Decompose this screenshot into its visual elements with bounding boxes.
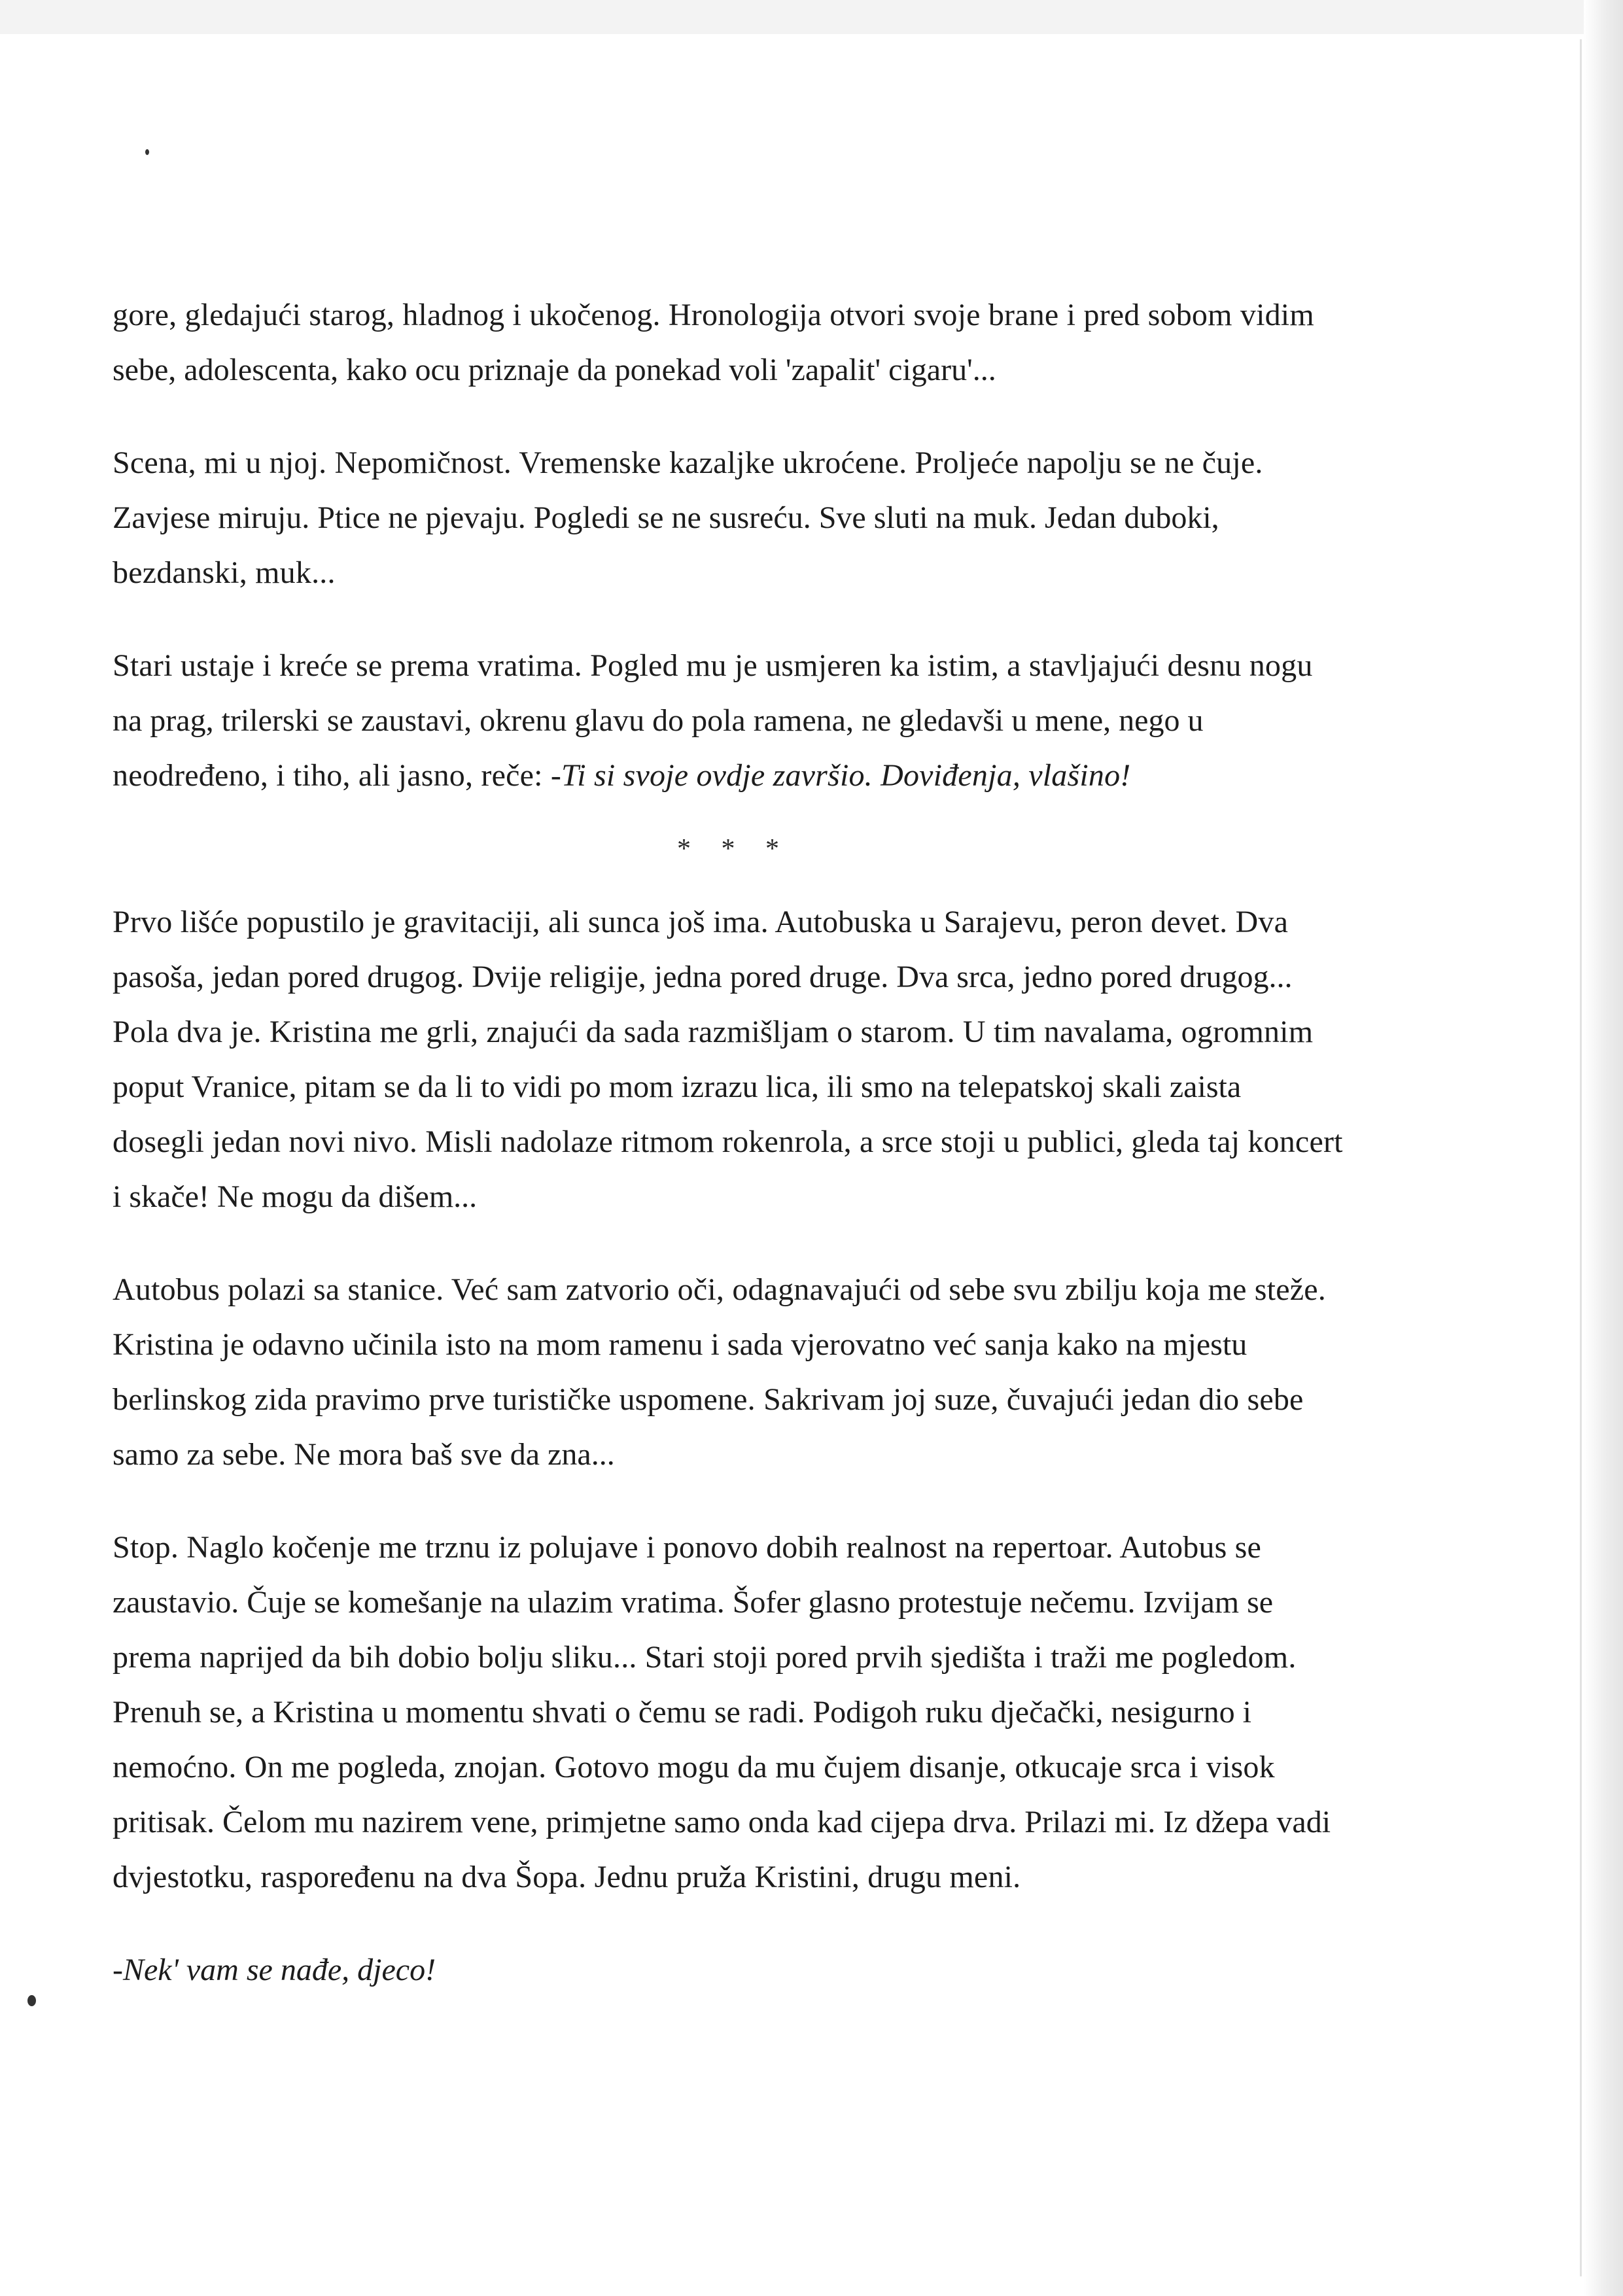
text-line: dosegli jedan novi nivo. Misli nadolaze ritmom rokenrola, a srce stoji u publici, gleda taj koncert [113, 1124, 1343, 1159]
scan-page-crease [1580, 39, 1582, 2276]
text-line: Prvo lišće popustilo je gravitaciji, ali sunca još ima. Autobuska u Sarajevu, peron devet. Dva [113, 905, 1289, 939]
scan-speck [27, 1995, 36, 2006]
text-line: i skače! Ne mogu da dišem... [113, 1179, 478, 1214]
scan-speck [145, 149, 149, 155]
scan-top-edge [0, 0, 1623, 34]
text-line: poput Vranice, pitam se da li to vidi po mom izrazu lica, ili smo na telepatskoj skali zaista [113, 1070, 1242, 1104]
text-line: Stop. Naglo kočenje me trznu iz polujave i ponovo dobih realnost na repertoar. Autobus se [113, 1530, 1262, 1565]
text-line: zaustavio. Čuje se komešanje na ulazim vratima. Šofer glasno protestuje nečemu. Izvijam se [113, 1585, 1274, 1620]
paragraph [113, 436, 1329, 600]
text-line: dvjestotku, raspoređenu na dva Šopa. Jednu pruža Kristini, drugu meni. [113, 1860, 1021, 1894]
text-line: Stari ustaje i kreće se prema vratima. Pogled mu je usmjeren ka istim, a stavljajući desnu nogu [113, 648, 1313, 683]
text-line: pritisak. Čelom mu nazirem vene, primjetne samo onda kad cijepa drva. Prilazi mi. Iz džepa vadi [113, 1805, 1331, 1839]
text-line: Scena, mi u njoj. Nepomičnost. Vremenske kazaljke ukroćene. Proljeće napolju se ne čuje. [113, 445, 1263, 480]
scan-right-edge [1584, 0, 1623, 2296]
text-line: Zavjese miruju. Ptice ne pjevaju. Pogledi se ne susreću. Sve sluti na muk. Jedan duboki, [113, 500, 1219, 535]
closing-quote: -Nek' vam se nađe, djeco! [113, 1953, 436, 1987]
text-line: berlinskog zida pravimo prve turističke uspomene. Sakrivam joj suze, čuvajući jedan dio sebe [113, 1382, 1304, 1417]
paragraph [113, 1520, 1329, 1905]
text-line: na prag, trilerski se zaustavi, okrenu glavu do pola ramena, ne gledavši u mene, nego u [113, 703, 1204, 738]
text-line: Pola dva je. Kristina me grli, znajući da sada razmišljam o starom. U tim navalama, ogromnim [113, 1015, 1314, 1049]
text-line: gore, gledajući starog, hladnog i ukočenog. Hronologija otvori svoje brane i pred sobom vidim [113, 298, 1314, 332]
paragraph [113, 288, 1329, 398]
quoted-speech: -Ti si svoje ovdje završio. Doviđenja, vlašino! [550, 758, 1131, 793]
document-body [113, 288, 1343, 2036]
text-fragment: neodređeno, i tiho, ali jasno, reče: [113, 758, 551, 793]
text-line: pasoša, jedan pored drugog. Dvije religije, jedna pored druge. Dva srca, jedno pored drugog... [113, 960, 1293, 994]
text-line: samo za sebe. Ne mora baš sve da zna... [113, 1437, 615, 1472]
text-line: bezdanski, muk... [113, 555, 336, 590]
paragraph [113, 638, 1329, 803]
section-separator: * * * [677, 834, 791, 864]
text-line: nemoćno. On me pogleda, znojan. Gotovo mogu da mu čujem disanje, otkucaje srca i visok [113, 1750, 1275, 1784]
paragraph [113, 1262, 1329, 1482]
paragraph [113, 895, 1343, 1225]
text-line: Prenuh se, a Kristina u momentu shvati o čemu se radi. Podigoh ruku dječački, nesigurno i [113, 1695, 1251, 1730]
text-line: Kristina je odavno učinila isto na mom ramenu i sada vjerovatno već sanja kako na mjestu [113, 1327, 1248, 1362]
text-line: prema naprijed da bih dobio bolju sliku... Stari stoji pored prvih sjedišta i traži me pogledom. [113, 1640, 1297, 1675]
text-line: Autobus polazi sa stanice. Već sam zatvorio oči, odagnavajući od sebe svu zbilju koja me steže. [113, 1272, 1326, 1307]
text-line-with-quote [113, 748, 1329, 803]
text-line: sebe, adolescenta, kako ocu priznaje da ponekad voli 'zapalit' cigaru'... [113, 353, 996, 387]
